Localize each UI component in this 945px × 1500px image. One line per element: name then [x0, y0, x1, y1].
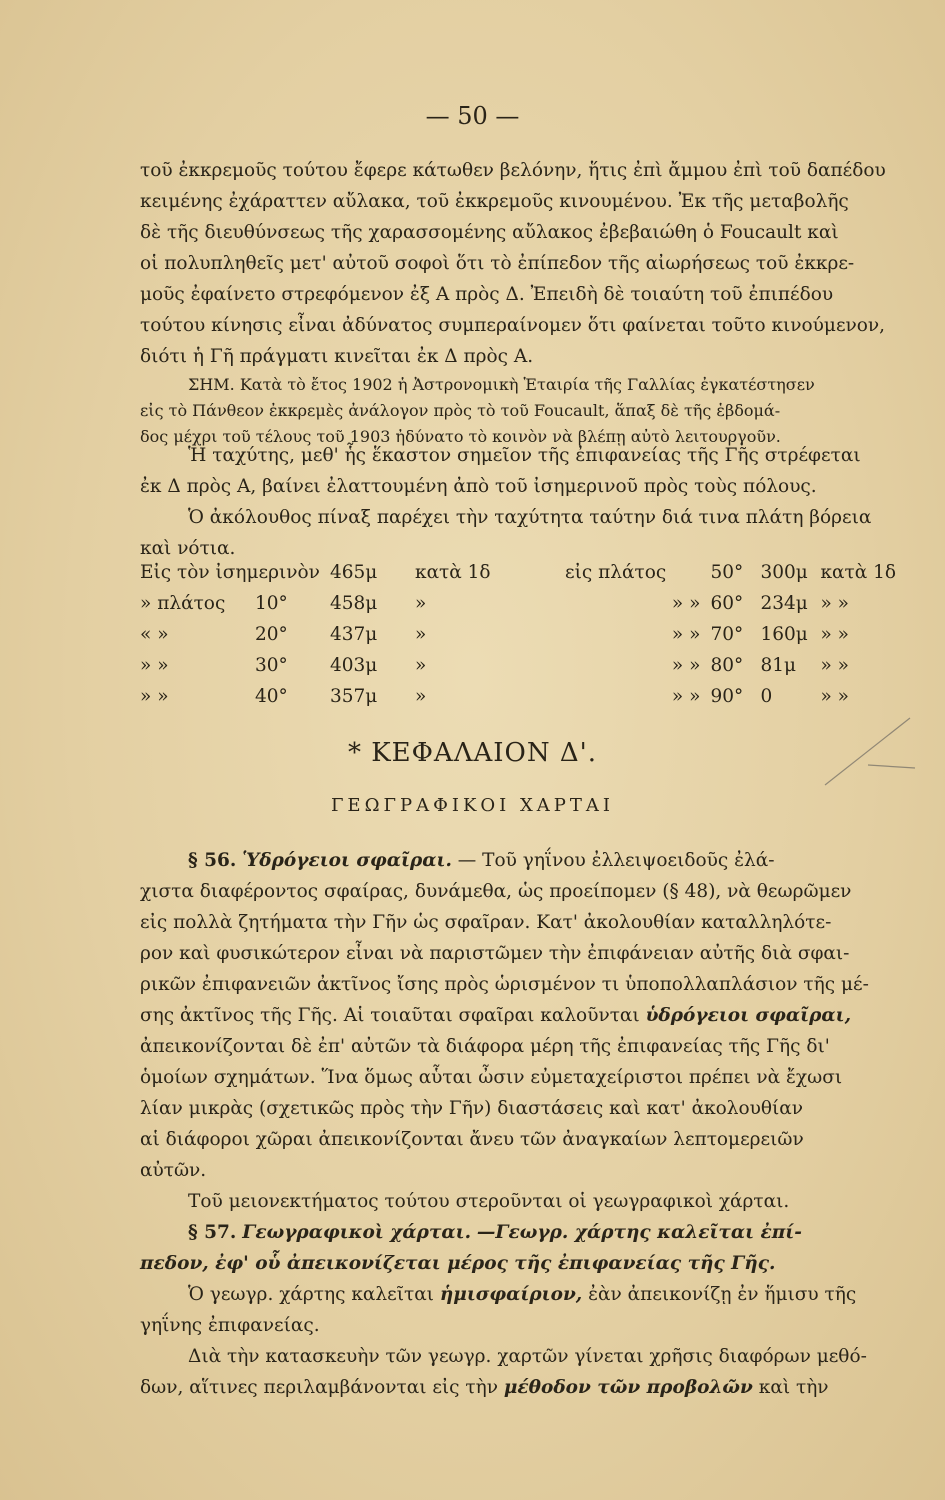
term-globes: ὑδρόγειοι σφαῖραι,: [645, 1005, 852, 1026]
table-cell: 81μ: [760, 655, 797, 676]
text-line: Ἡ ταχύτης, μεθ' ἧς ἕκαστον σημεῖον τῆς ἐπιφανείας τῆς Γῆς στρέφεται: [188, 445, 861, 466]
table-cell: Εἰς τὸν ἰσημερινὸν: [140, 562, 320, 583]
text-line: Ὁ γεωγρ. χάρτης καλεῖται: [188, 1284, 434, 1305]
text-line: δων, αἵτινες περιλαμβάνονται εἰς τὴν: [140, 1377, 498, 1398]
text-line: σης ἀκτῖνος τῆς Γῆς. Αἱ τοιαῦται σφαῖραι καλοῦνται: [140, 1005, 640, 1026]
table-cell: »: [415, 593, 427, 614]
table-cell: » »: [140, 686, 169, 707]
table-cell: » »: [671, 624, 701, 645]
table-cell: 80°: [710, 655, 744, 676]
chapter-title: * ΚΕΦΑΛΑΙΟΝ Δ'.: [347, 738, 598, 768]
text-line: κειμένης ἐχάραττεν αὔλακα, τοῦ ἐκκρεμοῦς κινουμένου. Ἐκ τῆς μεταβολῆς: [140, 191, 849, 212]
table-cell: 90°: [710, 686, 744, 707]
table-cell: »: [415, 686, 427, 707]
table-cell: » πλάτος: [140, 593, 226, 614]
note: [140, 372, 905, 450]
table-cell: 40°: [255, 686, 288, 707]
table-cell: 60°: [710, 593, 744, 614]
text-line: τούτου κίνησις εἶναι ἀδύνατος συμπεραίνομεν ὅτι φαίνεται τοῦτο κινούμενον,: [140, 315, 886, 336]
text-line: καὶ τὴν: [758, 1377, 829, 1398]
text-line: ρικῶν ἐπιφανειῶν ἀκτῖνος ἴσης πρὸς ὡρισμένον τι ὑποπολλαπλάσιον τῆς μέ-: [140, 974, 869, 995]
text-line: εἰς πολλὰ ζητήματα τὴν Γῆν ὡς σφαῖραν. Κατ' ἀκολουθίαν καταλληλότε-: [140, 912, 832, 933]
text-line: ἐὰν ἀπεικονίζῃ ἐν ἥμισυ τῆς: [588, 1284, 857, 1305]
text-line: — Τοῦ γηΐνου ἐλλειψοειδοῦς ἐλά-: [457, 850, 775, 871]
table-cell: « »: [140, 624, 169, 645]
table-cell: κατὰ 1δ: [415, 562, 491, 583]
section-56: [140, 845, 905, 1217]
table-cell: κατὰ 1δ: [820, 562, 897, 583]
definition-text: —Γεωγρ. χάρτης καλεῖται ἐπί-: [476, 1222, 802, 1243]
text-line: Διὰ τὴν κατασκευὴν τῶν γεωγρ. χαρτῶν γίνεται χρῆσις διαφόρων μεθό-: [188, 1346, 867, 1367]
text-line: γηΐνης ἐπιφανείας.: [140, 1315, 320, 1336]
term-projection: μέθοδον τῶν προβολῶν: [503, 1377, 753, 1398]
paragraph-foucault: [140, 155, 905, 372]
chapter-subtitle: ΓΕΩΓΡΑΦΙΚΟΙ ΧΑΡΤΑΙ: [330, 795, 615, 816]
table-cell: 458μ: [330, 593, 378, 614]
table-cell: »: [415, 655, 427, 676]
text-line: ρον καὶ φυσικώτερον εἶναι νὰ παριστῶμεν τὴν ἐπιφάνειαν αὐτῆς διὰ σφαι-: [140, 943, 850, 964]
text-line: οἱ πολυπληθεῖς μετ' αὐτοῦ σοφοὶ ὅτι τὸ ἐπίπεδον τῆς αἰωρήσεως τοῦ ἐκκρε-: [140, 253, 855, 274]
page-number: — 50 —: [425, 102, 520, 130]
text-line: αἱ διάφοροι χῶραι ἀπεικονίζονται ἄνευ τῶν ἀναγκαίων λεπτομερειῶν: [140, 1129, 804, 1150]
table-cell: » »: [671, 686, 701, 707]
text-line: καὶ νότια.: [140, 538, 236, 559]
note-line: ΣΗΜ. Κατὰ τὸ ἔτος 1902 ἡ Ἀστρονομικὴ Ἑταιρία τῆς Γαλλίας ἐγκατέστησεν: [188, 375, 815, 394]
table-cell: 10°: [255, 593, 288, 614]
text-line: ἀπεικονίζονται δὲ ἐπ' αὐτῶν τὰ διάφορα μέρη τῆς ἐπιφανείας τῆς Γῆς δι': [140, 1036, 830, 1057]
section-57: [140, 1217, 905, 1403]
table-row: [140, 588, 905, 619]
table-cell: » »: [820, 686, 849, 707]
text-line: λίαν μικρὰς (σχετικῶς πρὸς τὴν Γῆν) διαστάσεις καὶ κατ' ἀκολουθίαν: [140, 1098, 804, 1119]
table-cell: » »: [140, 655, 169, 676]
table-cell: 403μ: [330, 655, 378, 676]
text-line: αὐτῶν.: [140, 1160, 207, 1181]
text-line: Ὁ ἀκόλουθος πίναξ παρέχει τὴν ταχύτητα ταύτην διά τινα πλάτη βόρεια: [188, 507, 872, 528]
table-cell: » »: [820, 655, 849, 676]
table-cell: 300μ: [760, 562, 808, 583]
text-line: ἐκ Δ πρὸς Α, βαίνει ἐλαττουμένη ἀπὸ τοῦ ἰσημερινοῦ πρὸς τοὺς πόλους.: [140, 476, 817, 497]
table-cell: »: [415, 624, 427, 645]
note-line: εἰς τὸ Πάνθεον ἐκκρεμὲς ἀνάλογον πρὸς τὸ τοῦ Foucault, ἅπαξ δὲ τῆς ἑβδομά-: [140, 401, 781, 420]
text-line: μοῦς ἐφαίνετο στρεφόμενον ἐξ Α πρὸς Δ. Ἐπειδὴ δὲ τοιαύτη τοῦ ἐπιπέδου: [140, 284, 834, 305]
table-row: [140, 650, 905, 681]
table-cell: » »: [671, 593, 701, 614]
table-cell: 50°: [710, 562, 744, 583]
section-heading: Ὑδρόγειοι σφαῖραι.: [242, 850, 452, 871]
note-line: δος μέχρι τοῦ τέλους τοῦ 1903 ἠδύνατο τὸ κοινὸν νὰ βλέπῃ αὐτὸ λειτουργοῦν.: [140, 427, 781, 446]
table-row: [140, 619, 905, 650]
text-line: τοῦ ἐκκρεμοῦς τούτου ἔφερε κάτωθεν βελόνην, ἥτις ἐπὶ ἄμμου ἐπὶ τοῦ δαπέδου: [140, 160, 886, 181]
table-cell: 160μ: [760, 624, 808, 645]
table-cell: » »: [820, 593, 849, 614]
text-line: ὁμοίων σχημάτων. Ἵνα ὅμως αὗται ὦσιν εὐμεταχείριστοι πρέπει νὰ ἔχωσι: [140, 1067, 843, 1088]
table-cell: 20°: [255, 624, 288, 645]
text-line: διότι ἡ Γῆ πράγματι κινεῖται ἐκ Δ πρὸς Α.: [140, 346, 534, 367]
table-cell: 357μ: [330, 686, 378, 707]
table-cell: εἰς πλάτος: [565, 562, 667, 583]
paragraph-speed: [140, 440, 905, 564]
table-row: [140, 557, 905, 588]
definition-text: πεδον, ἐφ' οὗ ἀπεικονίζεται μέρος τῆς ἐπιφανείας τῆς Γῆς.: [140, 1253, 776, 1274]
table-cell: 234μ: [760, 593, 808, 614]
term-hemisphere: ἡμισφαίριον,: [439, 1284, 583, 1305]
table-cell: » »: [671, 655, 701, 676]
text-line: χιστα διαφέροντος σφαίρας, δυνάμεθα, ὡς προείπομεν (§ 48), νὰ θεωρῶμεν: [140, 881, 852, 902]
table-cell: 0: [760, 686, 773, 707]
table-row: [140, 681, 905, 712]
text-line: Τοῦ μειονεκτήματος τούτου στεροῦνται οἱ γεωγραφικοὶ χάρται.: [188, 1191, 790, 1212]
section-number: § 56.: [188, 850, 237, 871]
table-cell: 30°: [255, 655, 288, 676]
table-cell: 465μ: [330, 562, 378, 583]
section-heading: Γεωγραφικοὶ χάρται.: [242, 1222, 472, 1243]
table-cell: 437μ: [330, 624, 378, 645]
table-cell: » »: [820, 624, 849, 645]
section-number: § 57.: [188, 1222, 237, 1243]
speed-table: [140, 557, 905, 712]
table-cell: 70°: [710, 624, 744, 645]
text-line: δὲ τῆς διευθύνσεως τῆς χαρασσομένης αὔλακος ἐβεβαιώθη ὁ Foucault καὶ: [140, 222, 839, 243]
